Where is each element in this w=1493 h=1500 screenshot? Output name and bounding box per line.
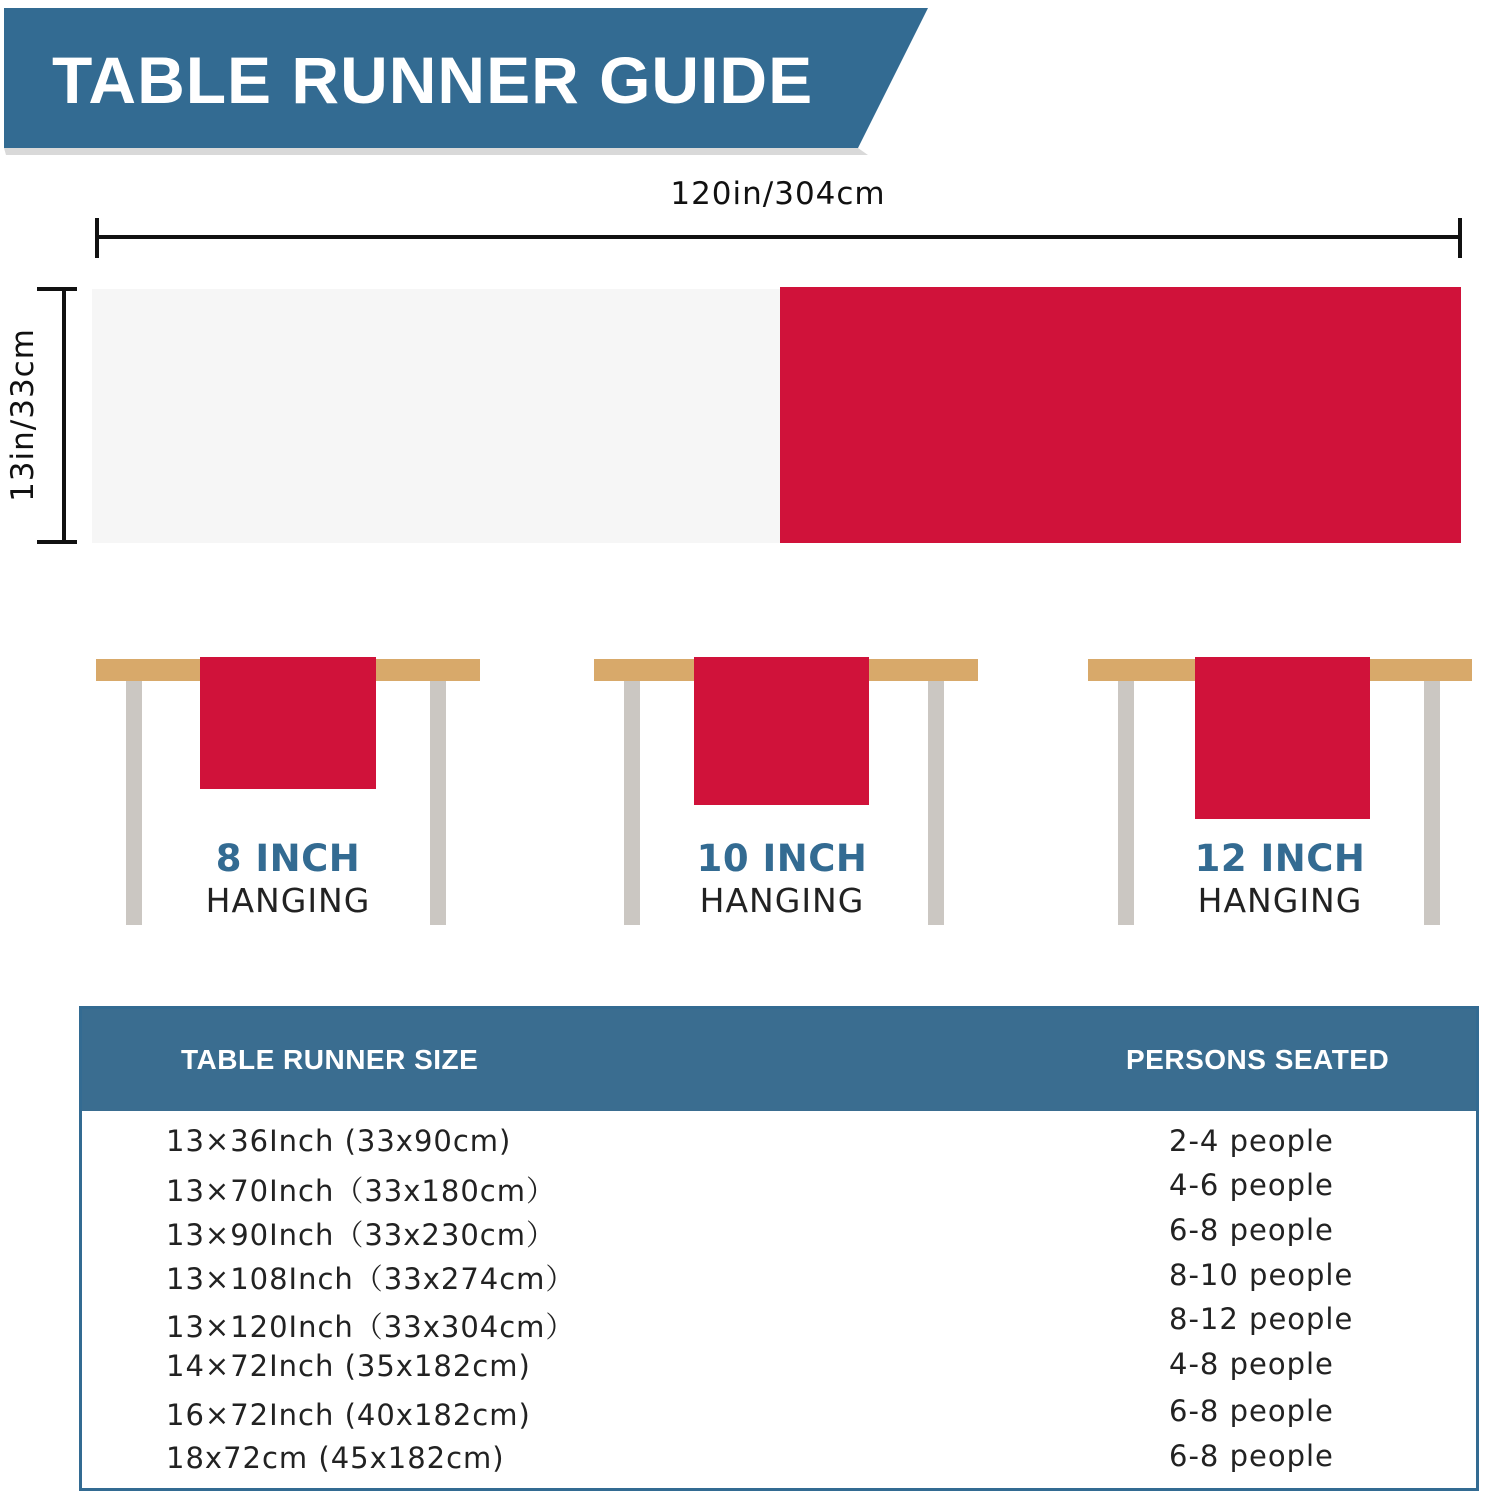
table-row-persons: 4-8 people: [1169, 1347, 1334, 1381]
table-row-size: 16×72Inch (40x182cm): [166, 1398, 531, 1432]
length-dimension-cap-left: [95, 218, 99, 258]
table-row-size: 13×120Inch（33x304cm）: [166, 1310, 576, 1344]
hanging-amount: 12 INCH: [1194, 837, 1366, 880]
runner-preview-white-half: [92, 289, 782, 543]
width-dimension-cap-top: [37, 287, 77, 291]
table-row-persons: 2-4 people: [1169, 1124, 1334, 1158]
table-row-persons: 6-8 people: [1169, 1394, 1334, 1428]
header-persons-seated: PERSONS SEATED: [1126, 1044, 1390, 1075]
runner-drape: [1195, 657, 1370, 819]
table-row-persons: 4-6 people: [1169, 1168, 1334, 1202]
page-title: TABLE RUNNER GUIDE: [52, 43, 814, 117]
hanging-label: HANGING: [699, 881, 865, 920]
size-table-header: [82, 1009, 1476, 1111]
table-row-size: 14×72Inch (35x182cm): [166, 1349, 531, 1383]
table-row-size: 13×70Inch（33x180cm）: [166, 1174, 556, 1208]
table-row-size: 18x72cm (45x182cm): [166, 1441, 505, 1475]
hanging-label: HANGING: [205, 881, 371, 920]
length-dimension-line: [97, 235, 1460, 239]
hanging-amount: 8 INCH: [215, 837, 361, 880]
width-dimension-line: [62, 289, 66, 543]
hanging-amount: 10 INCH: [696, 837, 868, 880]
length-dimension-label: 120in/304cm: [670, 176, 886, 212]
table-row-persons: 6-8 people: [1169, 1213, 1334, 1247]
hanging-label: HANGING: [1197, 881, 1363, 920]
table-row-persons: 6-8 people: [1169, 1439, 1334, 1473]
width-dimension-cap-bottom: [37, 540, 77, 544]
table-row-size: 13×108Inch（33x274cm）: [166, 1262, 576, 1296]
header-table-runner-size: TABLE RUNNER SIZE: [181, 1044, 479, 1075]
table-row-size: 13×90Inch（33x230cm）: [166, 1218, 556, 1252]
table-row-persons: 8-10 people: [1169, 1258, 1354, 1292]
runner-preview-red-half: [780, 287, 1461, 543]
table-row-persons: 8-12 people: [1169, 1302, 1354, 1336]
width-dimension-text: 13in/33cm: [5, 328, 41, 502]
width-dimension-label: [0, 328, 46, 502]
table-row-size: 13×36Inch (33x90cm): [166, 1124, 512, 1158]
runner-drape: [200, 657, 376, 789]
runner-drape: [694, 657, 869, 805]
length-dimension-cap-right: [1458, 218, 1462, 258]
size-table: [79, 1006, 1479, 1491]
